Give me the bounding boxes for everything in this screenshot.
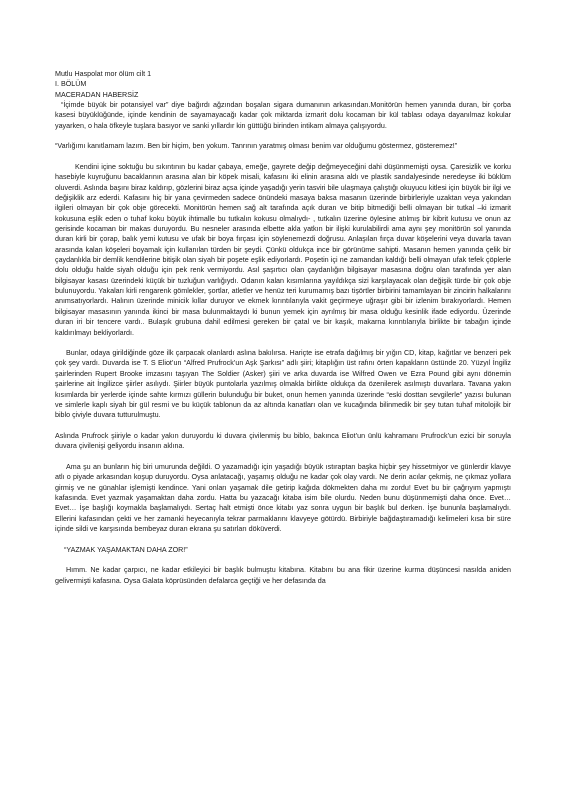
- paragraph-gap: [55, 555, 511, 565]
- chapter-heading: I. BÖLÜM: [55, 80, 87, 89]
- paragraph-5: Aslında Prufrock şiiriyle o kadar yakın duruyordu ki duvara çivilenmiş bu biblo, bakınca Eliot’un ünlü kahramanı Prufrock’un ezici bir soruyla duvara çivilenişi geliyordu insanın aklına.: [55, 431, 511, 451]
- paragraph-gap: [55, 152, 511, 162]
- author-title-line: Mutlu Haspolat mor ölüm cilt 1: [55, 70, 152, 78]
- paragraph-gap: [55, 534, 511, 544]
- paragraph-2: “Varlığımı kanıtlamam lazım. Ben bir hiçim, ben yokum. Tanrının yaratmış olması benim var olduğumu göstermez, gösteremez!”: [55, 142, 458, 151]
- paragraph-6: Ama şu an bunların hiç biri umurunda değildi. O yazamadığı için yaşadığı büyük ıstıraptan başka hiçbir şey hissetmiyor ve günlerdir klavye atlı o piyade arkasından koşup duruyordu. Oysa anlatacağı, yaşamış olduğu ne kadar çok olay vardı. Ne derin acılar çekmiş, ne çıkmaz yollara girmiş ve ne günahlar işlemişti kendince. Yani onları yaşamak dile getirip kağıda dökmekten daha mı zordu! Evet bu bir çağrıyım yapmıştı kafasında. Evet yazmak yaşamaktan daha zordu. Hatta bu yazacağı kitaba isim bile olurdu. Neden bunu düşünmemişti daha önce. Evet… Evet… İşe başlığı koymakla başlamalıydı. Sertaç halt etmişti önce kitabı yaz sonra uygun bir başlık bul derken. İşe bununla başlamalıydı. Ellerini kafasından çekti ve her zamanki heyecanıyla tekrar parmaklarını klavyeye götürdü. Birbiriyle bağdaştıramadığı kelimeleri kısa bir süre içinde sildi ve karşısında bembeyaz duran ekrana şu satırları döküverdi.: [55, 462, 511, 533]
- paragraph-4: Bunlar, odaya girildiğinde göze ilk çarpacak olanlardı aslına bakılırsa. Hariçte ise etrafa dağılmış bir yığın CD, kitap, kağıtlar ve benzeri pek çok şey vardı. Duvarda ise T. S Eliot’un “Alfred Prufrock’un Aşk Şarkısı” adlı şiiri; kitaplığın üst rafını örten kapakların üstünde 20. Yüzyıl İngiliz şairlerinden Rupert Brooke imzasını taşıyan The Soldier (Asker) şiiri ve arka duvarda ise Wilfred Owen ve Ezra Pound gibi aynı dönemin şairlerine ait İngilizce şiirler asılıydı. Şiirler büyük puntolarla yazılmış olmakla birlikte oldukça da özenilerek asılmıştı duvarlara. Tavana yakın kısımlarda bir yerlerde içinde sahte kırmızı güllerin bulunduğu bir buket, onun hemen yanında üzerinde “eski dosttan sevgilerle” yazısı bulunan ve simlerle kaplı siyah bir gül resmi ve bu küçük tablonun da az altında kanatları olan ve kucağında bilinmedik bir şey tutan tuhaf mitolojik bir biblo çiviyle duvara tutturulmuştu.: [55, 349, 511, 420]
- book-title-quote: “YAZMAK YAŞAMAKTAN DAHA ZOR!”: [64, 545, 188, 554]
- paragraph-gap: [55, 338, 511, 348]
- paragraph-8: Hımm. Ne kadar çarpıcı, ne kadar etkileyici bir başlık bulmuştu kitabına. Kitabını bu ana fikir üzerine kurma düşüncesi nasılda aniden gelivermişti kafasına. Oysa Galata köprüsünden defalarca geçtiği ve her defasında da: [55, 566, 511, 585]
- document-body: [55, 69, 511, 586]
- paragraph-1: “İçimde büyük bir potansiyel var” diye bağırdı ağzından boşalan sigara dumanının arkasından.Monitörün hemen yanında duran, bir çorba kasesi büyüklüğünde, içinde kendinin de sayamayacağı kadar çok miktarda izmarit dolu kocaman bir kül tablası odaya dayanılmaz kokular yayarken, o hala öfkeyle tuşlara basıyor ve sanki yıllardır kin güttüğü birinden intikam almaya çalışıyordu.: [55, 101, 511, 130]
- paragraph-gap: [55, 131, 511, 141]
- chapter-title: MACERADAN HABERSİZ: [55, 90, 139, 99]
- paragraph-gap: [55, 452, 511, 462]
- paragraph-3: Kendini içine soktuğu bu sıkıntının bu kadar çabaya, emeğe, gayrete değip değmeyeceğini dahi düşünmemişti oysa. Çaresizlik ve korku hasebiyle kuyruğunu bacaklarının arasına alan bir köpek misali, kafasını iki elinin arasına aldı ve plastik sandalyesinde neredeyse iki büklüm oluverdi. Aslında başını biraz kaldırıp, gözlerini biraz açsa içinde yaşadığı yerin tasviri bile ulaşmaya çalıştığı okuyucu kitlesi için büyük bir ilgi ve değişiklik arz ederdi. Kafasını hiç bir yana çevirmeden sadece önündeki masaya baksa masanın üzerinde birbirleriyle uzaktan veya yakından ilgileri olmayan bir çok obje görecekti. Monitörün hemen sağ alt tarafında açık duran ve bitip bitmediği belli olmayan bir tutkal –ki izmarit kokusuna eşlik eden o tuhaf koku büyük ihtimalle bu tutkalın kokusu olmalıydı- , tutkalın üzerine öylesine atılmış bir kibrit kutusu ve onun az gerisinde kocaman bir makas duruyordu. Bu nesneler arasında elbette akla yatkın bir ilişki kurulabilirdi ama aynı şey monitörün sol yanında duran kirli bir çorap, balık yemi kutusu ve ufak bir boya fırçası için söylenemezdi doğrusu. Anlaşılan fırça duvar köşelerini veya duvarla tavan arasında kalan köşeleri boyamak için kullanılan türden bir şeydi. Çünkü oldukça ince bir görünüme sahipti. Masanın hemen yanında çelik bir çaydanlıkla bir demlik kendilerine bitişik olan siyah bir poşete eşlik ediyorlardı. Poşetin içi ne zamandan kaldığı belli olmayan ufak tefek çöplerle dolu olduğu halde siyah olduğu için pek renk vermiyordu. Asıl şaşırtıcı olan çaydanlığın bilgisayar masasına doğru olan tarafında yer alan bilgisayar kasası üzerindeki küçük bir tuzluğun varlığıydı. Odanın kalan kısımlarına yayıldıkça sizi karşılayacak olan değişik türde bir çok obje bulunuyordu. Yakaları kirli rengarenk gömlekler, şortlar, atletler ve henüz teri kurumamış bazı tişörtler birbirini tamamlayan bir zincirin halkalarını anımsatıyorlardı. Halının üzerinde minicik kıllar duruyor ve ekmek kırıntılarıyla vakit geçirmeye uğraşır gibi bir izlenim bırakıyorlardı. Hemen bilgisayar masasının yanında ikinci bir masa bulunmaktaydı ki bunun yemek için ayrılmış bir masa olduğu kesinlik ifade ediyordu. Üzerinde duran iri bir tencere vardı.. Bulaşık grubuna dahil edilmesi gereken bir çatal ve bir kaşık, makarna kırıntılarıyla birlikte bir tabağın içinde kaldırılmayı bekliyorlardı.: [55, 163, 511, 337]
- paragraph-gap: [55, 421, 511, 431]
